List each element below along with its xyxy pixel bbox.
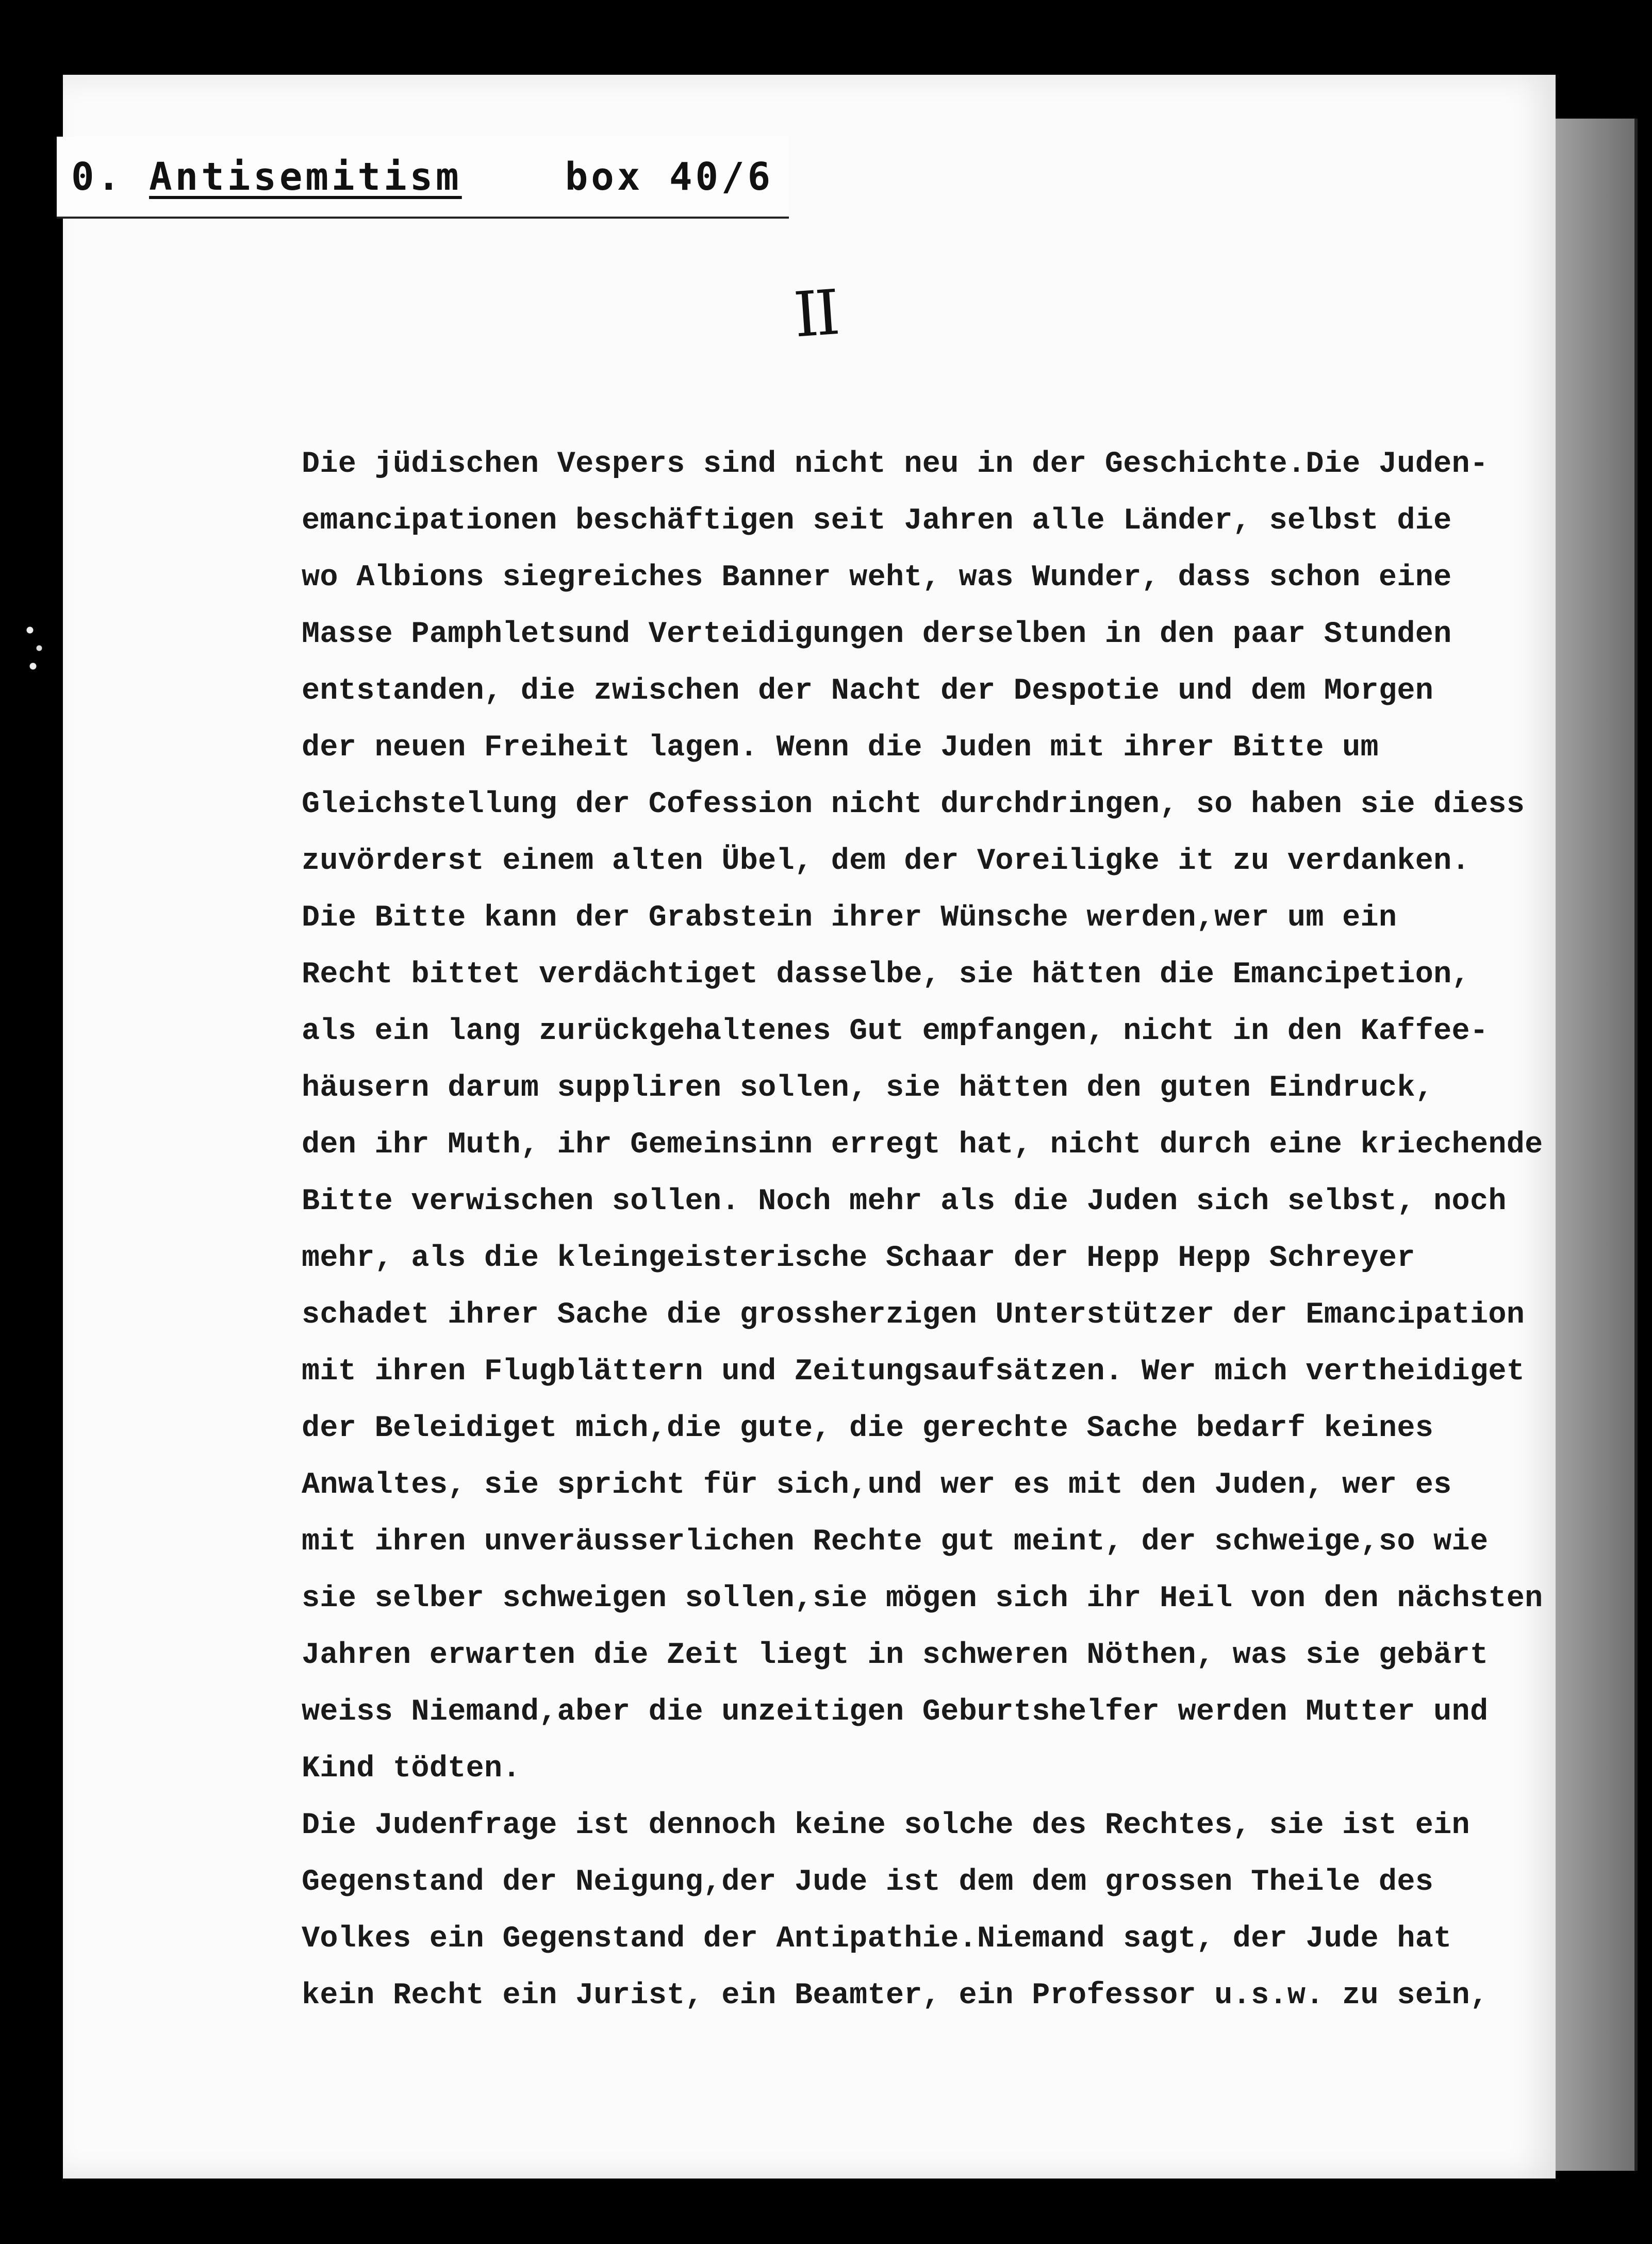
text-line: emancipationen beschäftigen seit Jahren alle Länder, selbst die [302,503,1452,538]
text-line: sie selber schweigen sollen,sie mögen sich ihr Heil von den nächsten [302,1581,1543,1615]
text-line: schadet ihrer Sache die grossherzigen Unterstützer der Emancipation [302,1297,1525,1332]
text-line: kein Recht ein Jurist, ein Beamter, ein Professor u.s.w. zu sein, [302,1978,1489,2012]
label-topic: Antisemitism [149,154,462,199]
text-line: häusern darum suppliren sollen, sie hätten den guten Eindruck, [302,1070,1434,1105]
text-line: als ein lang zurückgehaltenes Gut empfangen, nicht in den Kaffee- [302,1014,1489,1048]
text-line: entstanden, die zwischen der Nacht der Despotie und dem Morgen [302,673,1434,708]
label-number: 0. [71,154,124,199]
binding-holes [21,608,52,681]
archive-label [57,137,789,219]
text-line: Bitte verwischen sollen. Noch mehr als die Juden sich selbst, noch [302,1184,1507,1218]
text-line: Volkes ein Gegenstand der Antipathie.Niemand sagt, der Jude hat [302,1921,1452,1956]
text-line: Jahren erwarten die Zeit liegt in schweren Nöthen, was sie gebärt [302,1638,1489,1672]
text-line: Recht bittet verdächtiget dasselbe, sie hätten die Emancipetion, [302,957,1470,992]
text-line: Die Judenfrage ist dennoch keine solche des Rechtes, sie ist ein [302,1808,1470,1842]
text-line: Masse Pamphletsund Verteidigungen derselben in den paar Stunden [302,617,1452,651]
text-line: Anwaltes, sie spricht für sich,und wer es mit den Juden, wer es [302,1467,1452,1502]
text-line: zuvörderst einem alten Übel, dem der Voreiligke it zu verdanken. [302,844,1470,878]
text-line: der Beleidiget mich,die gute, die gerechte Sache bedarf keines [302,1411,1434,1445]
text-line: Gleichstellung der Cofession nicht durchdringen, so haben sie diess [302,787,1525,821]
text-line: mit ihren Flugblättern und Zeitungsaufsätzen. Wer mich vertheidiget [302,1354,1525,1389]
handwritten-page-mark: II [791,277,839,352]
text-line: den ihr Muth, ihr Gemeinsinn erregt hat, nicht durch eine kriechende [302,1127,1543,1162]
typewritten-body [302,436,1543,2024]
text-line: mit ihren unveräusserlichen Rechte gut meint, der schweige,so wie [302,1524,1489,1559]
text-line: Gegenstand der Neigung,der Jude ist dem dem grossen Theile des [302,1864,1434,1899]
label-box: box 40/6 [565,154,774,199]
text-line: weiss Niemand,aber die unzeitigen Geburtshelfer werden Mutter und [302,1694,1489,1729]
text-line: Die Bitte kann der Grabstein ihrer Wünsche werden,wer um ein [302,900,1397,935]
text-line: der neuen Freiheit lagen. Wenn die Juden mit ihrer Bitte um [302,730,1379,765]
text-line: mehr, als die kleingeisterische Schaar der Hepp Hepp Schreyer [302,1241,1415,1275]
text-line: Die jüdischen Vespers sind nicht neu in der Geschichte.Die Juden- [302,447,1489,481]
text-line: wo Albions siegreiches Banner weht, was Wunder, dass schon eine [302,560,1452,595]
text-line: Kind tödten. [302,1751,521,1786]
